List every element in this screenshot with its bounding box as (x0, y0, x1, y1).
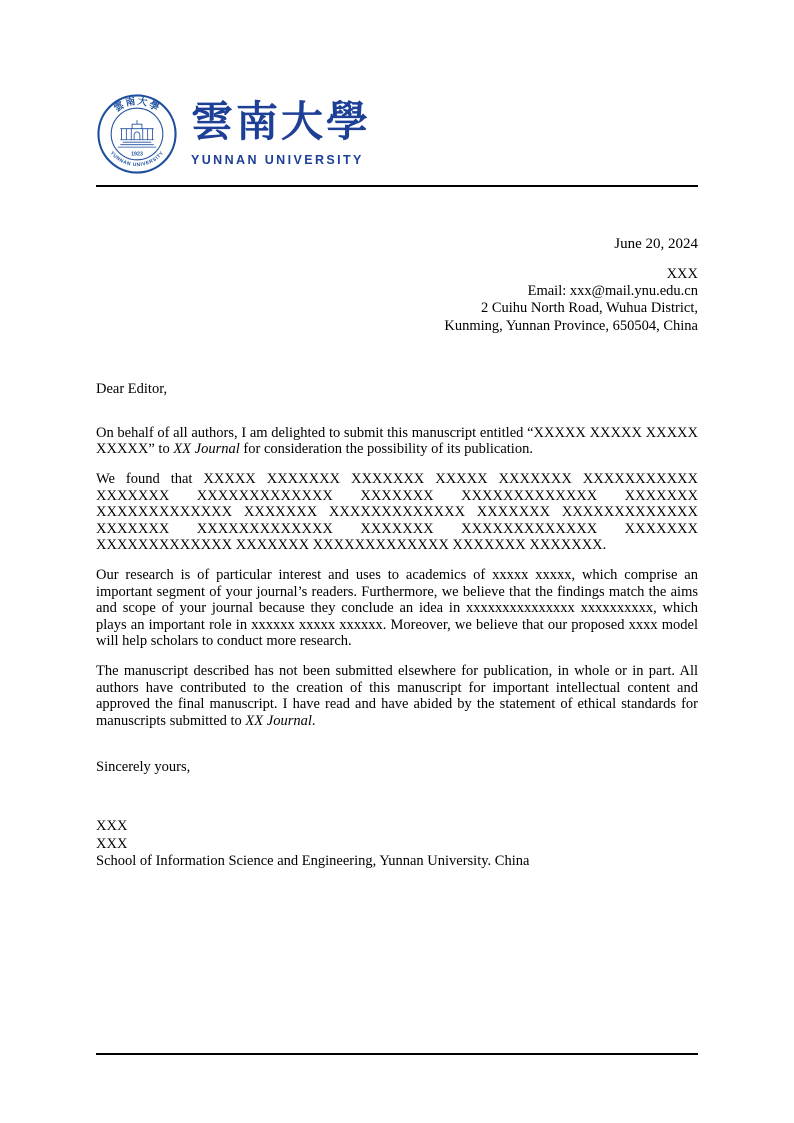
sender-name: XXX (666, 266, 698, 282)
salutation: Dear Editor, (96, 380, 168, 397)
university-name-chinese: 雲南大學 (191, 100, 372, 147)
signature-name-line1: XXX (96, 818, 128, 835)
journal-name-italic: XX Journal (173, 441, 240, 458)
paragraph-intro-text: On behalf of all authors, I am delighted to submit this manuscript entitled “XXXXX XXXXX XXXXX XXXXX” to (96, 424, 698, 458)
logo-row (96, 93, 698, 175)
university-wordmark (191, 101, 371, 166)
paragraph-intro (96, 425, 698, 458)
university-seal-icon (96, 93, 178, 175)
paragraph-relevance: Our research is of particular interest and uses to academics of xxxxx xxxxx, which comprise an important segment of your journal’s readers. Furthermore, we believe that the findings match the aims and scope of your journal because they conclude an idea in xxxxxxxxxxxxxxx xxxxxxxxxx, which plays an important role in xxxxxx xxxxx xxxxxx. Moreover, we believe that our proposed xxxx model will help scholars to conduct more research. (96, 566, 698, 650)
seal-english-arc-text: YUNNAN UNIVERSITY (108, 150, 166, 169)
paragraph-findings: We found that XXXXX XXXXXXX XXXXXXX XXXXX XXXXXXX XXXXXXXXXXX XXXXXXX XXXXXXXXXXXXX XXXXXXX XXXXXXXXXXXXX XXXXXXX XXXXXXXXXXXXX XXXXXXX XXXXXXXXXXXXX XXXXXXX XXXXXXXXXXXXX XXXXXXX XXXXXXXXXXXXX XXXXXXX XXXXXXXXXXXXX XXXXXXX XXXXXXXXXXXXX XXXXXXX XXXXXXXXXXXXX XXXXXXX XXXXXXX. (96, 471, 698, 554)
sender-address-line2: Kunming, Yunnan Province, 650504, China (444, 317, 698, 334)
signature-name-line2: XXX (96, 835, 128, 852)
letterhead (96, 0, 698, 187)
footer-divider (96, 1053, 698, 1055)
seal-chinese-arc-text: 雲南大學 (112, 95, 162, 115)
seal-year-text: 1923 (131, 151, 143, 158)
closing: Sincerely yours, (96, 759, 191, 776)
letter-date: June 20, 2024 (614, 236, 698, 252)
sender-block (96, 266, 698, 335)
journal-name-italic-2: XX Journal (245, 712, 312, 729)
paragraph-declaration-text: The manuscript described has not been submitted elsewhere for publication, in whole or in part. All authors have contributed to the creation of this manuscript for important intellectual content and approved the final manuscript. I have read and have abided by the statement of ethical standards for manuscripts submitted to (96, 662, 698, 729)
sender-address-line1: 2 Cuihu North Road, Wuhua District, (480, 300, 698, 317)
paragraph-declaration-text-after: . (311, 712, 316, 729)
header-divider (96, 185, 698, 187)
paragraph-intro-text-after: for consideration the possibility of its publication. (239, 441, 533, 458)
signature-block (96, 818, 698, 870)
signature-affiliation: School of Information Science and Engineering, Yunnan University. China (96, 852, 530, 869)
seal-outer-ring (98, 95, 175, 172)
university-name-english: YUNNAN UNIVERSITY (191, 152, 364, 167)
letter-body (96, 236, 698, 870)
sender-email: Email: xxx@mail.ynu.edu.cn (527, 283, 698, 300)
paragraph-declaration (96, 663, 698, 729)
